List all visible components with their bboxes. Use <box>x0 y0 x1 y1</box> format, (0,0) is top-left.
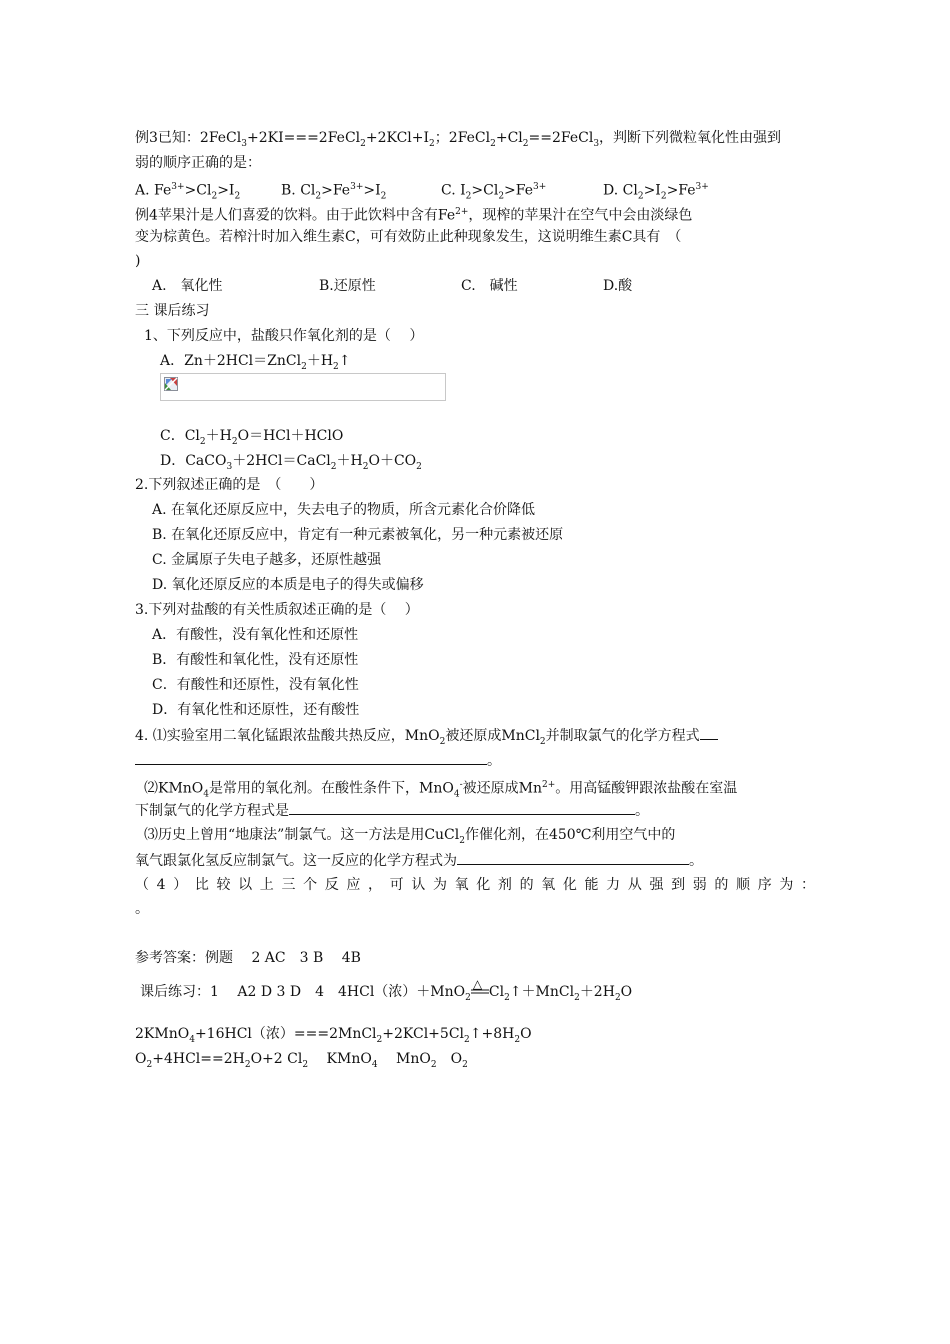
q2-option-b: B. 在氧化还原反应中，肯定有一种元素被氧化，另一种元素被还原 <box>152 527 564 543</box>
q4-part1-line2: 。 <box>135 750 501 771</box>
ex3-option-b: B. $Cl_2>Fe^{3+}>I_2$ <box>281 182 387 202</box>
section-title: 三 课后练习 <box>135 303 210 319</box>
q1-option-d: D．$CaCO_3+2HCl=CaCl_2+H_2O+CO_2$ <box>160 453 422 472</box>
q4-part4-end: 。 <box>135 901 149 917</box>
q4-part3: ⑶历史上曾用“地康法”制氯气。这一方法是用CuCl$_2$作催化剂，在450℃利用空气中的 <box>144 827 676 846</box>
ex4-line3: ) <box>135 253 141 269</box>
heat-condition-mark: △ <box>472 977 483 991</box>
q2-option-c: C. 金属原子失电子越多，还原性越强 <box>152 552 382 568</box>
q4-answer-blank-1a[interactable] <box>700 725 718 740</box>
q3-option-a: A．有酸性，没有氧化性和还原性 <box>152 627 359 643</box>
ex4-option-a: A. 氧化性 <box>152 278 223 294</box>
q2-option-a: A. 在氧化还原反应中，失去电子的物质，所含元素化合价降低 <box>152 502 536 518</box>
q1-stem: 1、下列反应中，盐酸只作氧化剂的是（ ） <box>144 328 424 344</box>
q1-option-b-image <box>160 373 446 401</box>
q3-option-d: D．有氧化性和还原性，还有酸性 <box>152 702 360 718</box>
q4-answer-blank-1b[interactable] <box>135 750 487 765</box>
q4-part4: （4）比较以上三个反应，可认为氧化剂的氧化能力从强到弱的顺序为： <box>135 877 815 893</box>
ex3-line2: 弱的顺序正确的是： <box>135 155 261 171</box>
answers-after-class: 课后练习：1 A2 D 3 D 4 4HCl（浓）＋MnO$_2$ △ $Cl_2↑+MnCl_2+2H_2O$ <box>140 977 633 1003</box>
answers-title: 参考答案：例题 2 AC 3 B 4B <box>135 950 361 966</box>
q2-stem: 2.下列叙述正确的是 （ ） <box>135 477 324 493</box>
q4-answer-blank-3[interactable] <box>457 850 689 865</box>
ex3-line1: 例3已知：$2FeCl_3+2KI===2FeCl_2+2KCl+I_2$；$2FeCl_2+Cl_2==2FeCl_3$，判断下列微粒氧化性由强到 <box>135 130 782 149</box>
ex4-line2: 变为棕黄色。若榨汁时加入维生素C，可有效防止此种现象发生，这说明维生素C具有 （ <box>135 229 682 245</box>
answers-equation-3: $O_2+4HCl==2H_2O+2$ $Cl_2$ KMnO$_4$ MnO$_2$ $O_2$ <box>135 1051 468 1070</box>
ex4-option-d: D.酸 <box>603 278 633 294</box>
ex3-option-d: D. $Cl_2>I_2>Fe^{3+}$ <box>603 182 709 202</box>
q3-option-c: C．有酸性和还原性，没有氧化性 <box>152 677 359 693</box>
ex3-option-a: A. $Fe^{3+}>Cl_2>I_2$ <box>135 182 241 202</box>
ex3-option-c: C. $I_2>Cl_2>Fe^{3+}$ <box>441 182 547 202</box>
q1-option-c: C．$Cl_2+H_2O=HCl+HClO$ <box>160 428 344 447</box>
ex4-option-c: C. 碱性 <box>461 278 518 294</box>
q4-part1: 4. ⑴实验室用二氧化锰跟浓盐酸共热反应，MnO$_2$被还原成MnCl$_2$并制取氯气的化学方程式 <box>135 725 718 752</box>
q4-part2-line2: 下制氯气的化学方程式是 。 <box>135 800 649 821</box>
q2-option-d: D. 氧化还原反应的本质是电子的得失或偏移 <box>152 577 424 593</box>
ex4-line1: 例4苹果汁是人们喜爱的饮料。由于此饮料中含有$Fe^{2+}$，现榨的苹果汁在空气中会由淡绿色 <box>135 207 693 224</box>
q4-part3-line2: 氧气跟氯化氢反应制氯气。这一反应的化学方程式为 。 <box>135 850 703 871</box>
q1-option-a: A．$Zn+2HCl=ZnCl_2+H_2↑$ <box>160 353 351 372</box>
q3-option-b: B．有酸性和氧化性，没有还原性 <box>152 652 359 668</box>
ex4-option-b: B.还原性 <box>319 278 376 294</box>
answers-equation-2: 2KMnO$_4$+16HCl（浓）$===2MnCl_2+2KCl+5Cl_2↑+8H_2O$ <box>135 1026 532 1045</box>
q4-part2: ⑵KMnO$_4$是常用的氧化剂。在酸性条件下，MnO$_4$-被还原成$Mn^{2+}$。用高锰酸钾跟浓盐酸在室温 <box>144 780 738 800</box>
broken-image-icon <box>164 377 178 391</box>
q4-answer-blank-2[interactable] <box>289 800 635 815</box>
q3-stem: 3.下列对盐酸的有关性质叙述正确的是（ ） <box>135 602 419 618</box>
